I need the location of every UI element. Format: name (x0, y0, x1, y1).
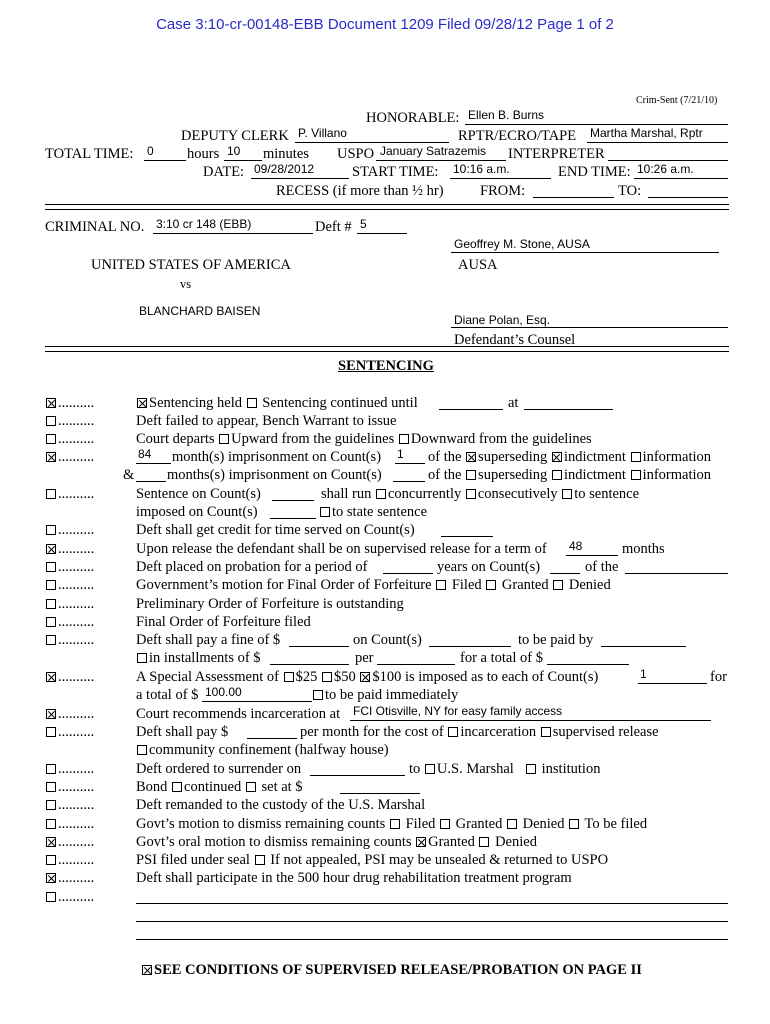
blank-line (547, 664, 629, 665)
sentence-on-count-label: Sentence on Count(s) (136, 486, 261, 502)
double-rule-top (45, 204, 729, 210)
interpreter-label: INTERPRETER (508, 146, 605, 162)
blank-line (441, 536, 493, 537)
section-title: SENTENCING (338, 358, 434, 374)
supervised-release-value[interactable]: 48 (569, 539, 583, 553)
from-label: FROM: (480, 183, 526, 199)
checkbox[interactable] (46, 580, 56, 590)
start-time-label: START TIME: (352, 164, 439, 180)
hours-value[interactable]: 0 (147, 144, 154, 158)
row-4-options: of the superseding indictment information (428, 449, 712, 465)
left-check-26[interactable]: .......... (45, 852, 94, 869)
from-line (533, 197, 614, 198)
left-check-21[interactable]: .......... (45, 761, 94, 778)
checkbox-checked[interactable] (552, 452, 562, 462)
checkbox-checked[interactable] (137, 398, 147, 408)
hours-label: hours (187, 146, 220, 162)
to-line (648, 197, 728, 198)
blank-line (377, 664, 455, 665)
row-community-confinement: community confinement (halfway house) (136, 742, 389, 759)
blank-line (566, 555, 618, 556)
ausa-label: AUSA (458, 257, 498, 273)
date-line (251, 178, 349, 179)
blank-line (136, 481, 166, 482)
checkbox[interactable] (440, 819, 450, 829)
left-check-14[interactable]: .......... (45, 632, 94, 649)
assessment-count-value[interactable]: 1 (640, 667, 647, 681)
blank-line (202, 701, 312, 702)
minutes-label: minutes (263, 146, 309, 162)
checkbox[interactable] (448, 727, 458, 737)
honorable-line (465, 124, 728, 125)
checkbox[interactable] (425, 764, 435, 774)
a-total-label: a total of $ (136, 687, 199, 703)
deft-label: Deft # (315, 219, 352, 235)
checkbox[interactable] (507, 819, 517, 829)
at-label: at (508, 395, 519, 411)
checkbox-checked[interactable] (416, 837, 426, 847)
footer-conditions: SEE CONDITIONS OF SUPERVISED RELEASE/PROBATION ON PAGE II (141, 962, 642, 979)
checkbox[interactable] (46, 819, 56, 829)
interpreter-line (608, 160, 728, 161)
checkbox-checked[interactable] (46, 544, 56, 554)
counsel-line (451, 327, 728, 328)
left-check-18[interactable]: .......... (45, 706, 94, 723)
left-check-4[interactable]: .......... (45, 449, 94, 466)
checkbox[interactable] (569, 819, 579, 829)
checkbox[interactable] (631, 470, 641, 480)
checkbox[interactable] (399, 434, 409, 444)
start-time-value[interactable]: 10:16 a.m. (453, 162, 510, 176)
row-fine: Deft shall pay a fine of $ (136, 632, 281, 648)
left-check-16[interactable]: .......... (45, 669, 94, 686)
checkbox[interactable] (255, 855, 265, 865)
row-drug-program: Deft shall participate in the 500 hour drug rehabilitation treatment program (136, 870, 572, 886)
checkbox[interactable] (631, 452, 641, 462)
criminal-no-line (153, 233, 313, 234)
plaintiff: UNITED STATES OF AMERICA (91, 257, 291, 273)
months-label: months (622, 541, 665, 557)
imprisonment-count-value[interactable]: 1 (397, 447, 404, 461)
checkbox[interactable] (46, 727, 56, 737)
row-special-assessment: A Special Assessment of $25 $50 $100 is imposed as to each of Count(s) (136, 669, 599, 685)
checkbox-checked[interactable] (46, 672, 56, 682)
checkbox-checked[interactable] (142, 965, 152, 975)
blank-line (395, 463, 425, 464)
left-check-1[interactable]: .......... (45, 395, 94, 412)
counsel-name[interactable]: Diane Polan, Esq. (454, 313, 551, 327)
on-count-label: on Count(s) (353, 632, 422, 648)
left-check-9[interactable]: .......... (45, 541, 94, 558)
deputy-clerk-label: DEPUTY CLERK (181, 128, 289, 144)
row-supervised-release: Upon release the defendant shall be on supervised release for a term of (136, 541, 547, 557)
total-label: for a total of $ (460, 650, 543, 666)
checkbox[interactable] (46, 562, 56, 572)
checkbox[interactable] (46, 764, 56, 774)
checkbox[interactable] (553, 580, 563, 590)
row-21-options: to U.S. Marshal (409, 761, 514, 777)
honorable-label: HONORABLE: (366, 110, 460, 126)
row-motion-dismiss: Govt’s motion to dismiss remaining counts Filed Granted Denied To be filed (136, 816, 648, 832)
row-probation: Deft placed on probation for a period of (136, 559, 368, 575)
row-preliminary-forfeiture: Preliminary Order of Forfeiture is outstanding (136, 596, 404, 612)
row-final-forfeiture: Final Order of Forfeiture filed (136, 614, 311, 630)
checkbox[interactable] (137, 653, 147, 663)
rptr-label: RPTR/ECRO/TAPE (458, 128, 577, 144)
row-court-departs: Court departs Upward from the guidelines Downward from the guidelines (136, 431, 592, 447)
checkbox[interactable] (137, 745, 147, 755)
uspo-label: USPO (337, 146, 375, 162)
left-check-22[interactable]: .......... (45, 779, 94, 796)
left-check-6[interactable]: .......... (45, 486, 94, 503)
blank-line (340, 793, 420, 794)
checkbox[interactable] (322, 672, 332, 682)
checkbox[interactable] (46, 892, 56, 902)
blank-line (247, 738, 297, 739)
checkbox[interactable] (246, 782, 256, 792)
blank-line (272, 500, 314, 501)
checkbox[interactable] (247, 398, 257, 408)
checkbox[interactable] (46, 617, 56, 627)
row-oral-motion-dismiss: Govt’s oral motion to dismiss remaining counts Granted Denied (136, 834, 537, 850)
left-check-25[interactable]: .......... (45, 834, 94, 851)
left-check-19[interactable]: .......... (45, 724, 94, 741)
checkbox[interactable] (46, 635, 56, 645)
checkbox[interactable] (46, 855, 56, 865)
imprisonment-label: month(s) imprisonment on Count(s) (172, 449, 382, 465)
checkbox[interactable] (313, 690, 323, 700)
deputy-clerk-value[interactable]: P. Villano (298, 126, 347, 140)
defendant-name[interactable]: BLANCHARD BAISEN (139, 304, 261, 318)
checkbox[interactable] (46, 599, 56, 609)
checkbox-checked[interactable] (46, 837, 56, 847)
checkbox[interactable] (219, 434, 229, 444)
left-check-27[interactable]: .......... (45, 870, 94, 887)
blank-line (270, 664, 349, 665)
blank-line (601, 646, 686, 647)
checkbox[interactable] (46, 782, 56, 792)
blank-line (136, 463, 171, 464)
checkbox[interactable] (541, 727, 551, 737)
blank-line (550, 573, 580, 574)
checkbox-checked[interactable] (46, 398, 56, 408)
for-label: for (710, 669, 727, 685)
row-21-institution: institution (525, 761, 600, 778)
honorable-value[interactable]: Ellen B. Burns (468, 108, 545, 122)
blank-line (270, 518, 316, 519)
to-label: TO: (618, 183, 642, 199)
rptr-line (587, 142, 728, 143)
row-remanded: Deft remanded to the custody of the U.S. Marshal (136, 797, 426, 813)
row-sentencing-held: Sentencing held Sentencing continued until (136, 395, 418, 412)
row-credit-time-served: Deft shall get credit for time served on Count(s) (136, 522, 415, 538)
checkbox[interactable] (284, 672, 294, 682)
blank-line (638, 683, 707, 684)
date-label: DATE: (203, 164, 245, 180)
months-imprisonment-label: months(s) imprisonment on Count(s) (167, 467, 382, 483)
checkbox[interactable] (320, 507, 330, 517)
counsel-label: Defendant’s Counsel (454, 332, 576, 348)
criminal-no-label: CRIMINAL NO. (45, 219, 145, 235)
left-check-24[interactable]: .......... (45, 816, 94, 833)
blank-line (625, 573, 728, 574)
uspo-line (376, 160, 506, 161)
blank-line-2[interactable] (136, 921, 728, 922)
ausa-line (451, 252, 719, 253)
row-7-options: to state sentence (319, 504, 427, 521)
minutes-value[interactable]: 10 (227, 144, 241, 158)
blank-line-1[interactable] (136, 903, 728, 904)
blank-line (383, 573, 433, 574)
checkbox-checked[interactable] (46, 452, 56, 462)
end-time-line (634, 178, 728, 179)
left-check-2[interactable]: .......... (45, 413, 94, 430)
years-on-count-label: years on Count(s) (437, 559, 541, 575)
start-time-line (450, 178, 551, 179)
vs-text: vs (180, 277, 192, 291)
checkbox[interactable] (562, 489, 572, 499)
blank-line (429, 646, 511, 647)
row-psi: PSI filed under seal If not appealed, PSI may be unsealed & returned to USPO (136, 852, 609, 868)
recess-label: RECESS (if more than ½ hr) (276, 183, 444, 199)
row-forfeiture-motion: Government’s motion for Final Order of Forfeiture Filed Granted Denied (136, 577, 611, 593)
checkbox[interactable] (46, 489, 56, 499)
blank-line (289, 646, 349, 647)
assessment-total-value[interactable]: 100.00 (205, 685, 242, 699)
row-19-options: per month for the cost of incarceration supervised release (300, 724, 659, 740)
checkbox[interactable] (46, 525, 56, 535)
checkbox-checked[interactable] (46, 873, 56, 883)
left-check-23[interactable]: .......... (45, 797, 94, 814)
row-surrender: Deft ordered to surrender on (136, 761, 302, 777)
criminal-no-value[interactable]: 3:10 cr 148 (EBB) (156, 217, 252, 231)
checkbox-checked[interactable] (46, 709, 56, 719)
left-check-3[interactable]: .......... (45, 431, 94, 448)
checkbox[interactable] (486, 580, 496, 590)
left-check-12[interactable]: .......... (45, 596, 94, 613)
checkbox-checked[interactable] (466, 452, 476, 462)
row-6-options: shall run concurrently consecutively to sentence (321, 486, 640, 502)
row-5-options: of the superseding indictment information (428, 467, 712, 483)
row-17-option: to be paid immediately (312, 687, 458, 704)
rptr-value[interactable]: Martha Marshal, Rptr (590, 126, 703, 140)
deft-value[interactable]: 5 (360, 217, 367, 231)
checkbox[interactable] (376, 489, 386, 499)
blank-line (393, 481, 425, 482)
imposed-on-count-label: imposed on Count(s) (136, 504, 258, 520)
per-label: per (355, 650, 374, 666)
end-time-label: END TIME: (558, 164, 631, 180)
deft-line (357, 233, 407, 234)
checkbox[interactable] (466, 470, 476, 480)
ausa-name[interactable]: Geoffrey M. Stone, AUSA (454, 237, 590, 251)
deputy-clerk-line (295, 142, 449, 143)
left-check-8[interactable]: .......... (45, 522, 94, 539)
blank-line (439, 409, 503, 410)
checkbox[interactable] (479, 837, 489, 847)
double-rule-bottom (45, 346, 729, 352)
hours-line (144, 160, 186, 161)
checkbox[interactable] (172, 782, 182, 792)
left-check-28[interactable]: .......... (45, 889, 94, 906)
checkbox[interactable] (466, 489, 476, 499)
minutes-line (224, 160, 262, 161)
checkbox[interactable] (46, 434, 56, 444)
row-installments: in installments of $ (136, 650, 261, 667)
blank-line (350, 720, 711, 721)
blank-line-3[interactable] (136, 939, 728, 940)
case-header: Case 3:10-cr-00148-EBB Document 1209 Filed 09/28/12 Page 1 of 2 (156, 16, 614, 33)
left-check-10[interactable]: .......... (45, 559, 94, 576)
row-cost-of-incarceration: Deft shall pay $ (136, 724, 229, 740)
blank-line (524, 409, 613, 410)
checkbox[interactable] (436, 580, 446, 590)
form-id: Crim-Sent (7/21/10) (636, 95, 718, 106)
of-the-label: of the (585, 559, 619, 575)
to-be-paid-by-label: to be paid by (518, 632, 594, 648)
uspo-value[interactable]: January Satrazemis (380, 144, 487, 158)
checkbox[interactable] (46, 416, 56, 426)
left-check-13[interactable]: .......... (45, 614, 94, 631)
end-time-value[interactable]: 10:26 a.m. (637, 162, 694, 176)
checkbox-checked[interactable] (360, 672, 370, 682)
date-value[interactable]: 09/28/2012 (254, 162, 315, 176)
checkbox[interactable] (46, 800, 56, 810)
blank-line (310, 775, 405, 776)
checkbox[interactable] (526, 764, 536, 774)
row-bond: Bond continued set at $ (136, 779, 303, 795)
total-time-label: TOTAL TIME: (45, 146, 134, 162)
ampersand: & (123, 467, 135, 483)
incarceration-facility-value[interactable]: FCI Otisville, NY for easy family access (353, 704, 563, 718)
checkbox[interactable] (390, 819, 400, 829)
row-recommends-incarceration: Court recommends incarceration at (136, 706, 341, 722)
imprisonment-months-value[interactable]: 84 (138, 447, 152, 461)
row-failed-to-appear: Deft failed to appear, Bench Warrant to issue (136, 413, 397, 429)
checkbox[interactable] (552, 470, 562, 480)
left-check-11[interactable]: .......... (45, 577, 94, 594)
